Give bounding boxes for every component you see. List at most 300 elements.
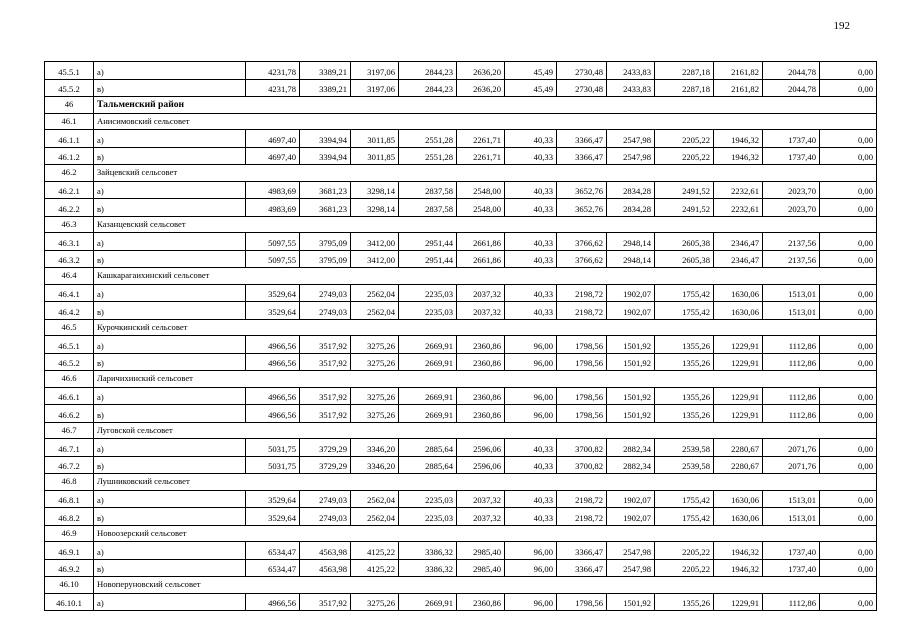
- value-cell: 2235,03: [399, 490, 457, 508]
- value-cell: 3412,00: [351, 250, 399, 268]
- value-cell: 2261,71: [457, 147, 505, 165]
- value-cell: 1755,42: [655, 490, 714, 508]
- value-cell: 0,00: [820, 490, 877, 508]
- value-cell: 2562,04: [351, 508, 399, 526]
- value-cell: 3517,92: [300, 387, 351, 405]
- section-row: [45, 371, 877, 388]
- value-cell: 1513,01: [763, 284, 820, 302]
- value-cell: 2596,06: [457, 456, 505, 474]
- value-cell: 0,00: [820, 593, 877, 611]
- section-row: [45, 113, 877, 130]
- row-code: 46.4: [45, 268, 94, 285]
- value-cell: 2261,71: [457, 130, 505, 148]
- value-cell: 2837,58: [399, 199, 457, 217]
- value-cell: 1946,32: [714, 130, 763, 148]
- row-code: 46.5.1: [45, 336, 94, 354]
- value-cell: 96,00: [505, 353, 557, 371]
- tariff-table: [44, 61, 877, 611]
- value-cell: 1355,26: [655, 387, 714, 405]
- value-cell: 3681,23: [300, 181, 351, 199]
- row-code: 46.8.2: [45, 508, 94, 526]
- value-cell: 40,33: [505, 456, 557, 474]
- value-cell: 3275,26: [351, 387, 399, 405]
- row-code: 46: [45, 97, 94, 114]
- value-cell: 0,00: [820, 508, 877, 526]
- value-cell: 2661,86: [457, 250, 505, 268]
- value-cell: 2037,32: [457, 284, 505, 302]
- value-cell: 96,00: [505, 559, 557, 577]
- value-cell: 2235,03: [399, 302, 457, 320]
- value-cell: 2547,98: [607, 147, 655, 165]
- value-cell: 2551,28: [399, 147, 457, 165]
- section-name: Ларичихинский сельсовет: [94, 371, 877, 388]
- value-cell: 2669,91: [399, 353, 457, 371]
- value-cell: 1902,07: [607, 508, 655, 526]
- value-cell: 1755,42: [655, 284, 714, 302]
- value-cell: 2669,91: [399, 405, 457, 423]
- value-cell: 2037,32: [457, 508, 505, 526]
- value-cell: 3529,64: [246, 490, 300, 508]
- value-cell: 3394,94: [300, 130, 351, 148]
- value-cell: 96,00: [505, 387, 557, 405]
- value-cell: 3529,64: [246, 302, 300, 320]
- value-cell: 2023,70: [763, 199, 820, 217]
- value-cell: 0,00: [820, 336, 877, 354]
- row-label: а): [94, 490, 246, 508]
- value-cell: 40,33: [505, 439, 557, 457]
- value-cell: 1798,56: [557, 387, 607, 405]
- row-label: в): [94, 302, 246, 320]
- value-cell: 45,49: [505, 79, 557, 97]
- value-cell: 3366,47: [557, 542, 607, 560]
- value-cell: 4983,69: [246, 199, 300, 217]
- value-cell: 0,00: [820, 181, 877, 199]
- section-row: [45, 165, 877, 182]
- table-row: [45, 490, 877, 508]
- value-cell: 4966,56: [246, 336, 300, 354]
- value-cell: 0,00: [820, 456, 877, 474]
- value-cell: 1630,06: [714, 284, 763, 302]
- value-cell: 2280,67: [714, 439, 763, 457]
- value-cell: 4231,78: [246, 62, 300, 80]
- row-code: 46.9.1: [45, 542, 94, 560]
- section-row: [45, 525, 877, 542]
- value-cell: 1902,07: [607, 490, 655, 508]
- row-code: 45.5.1: [45, 62, 94, 80]
- row-code: 46.5: [45, 319, 94, 336]
- value-cell: 3275,26: [351, 593, 399, 611]
- value-cell: 4563,98: [300, 542, 351, 560]
- value-cell: 3366,47: [557, 130, 607, 148]
- value-cell: 2198,72: [557, 302, 607, 320]
- row-code: 46.10: [45, 577, 94, 594]
- section-row: [45, 319, 877, 336]
- value-cell: 1798,56: [557, 336, 607, 354]
- value-cell: 3389,21: [300, 62, 351, 80]
- value-cell: 3652,76: [557, 199, 607, 217]
- value-cell: 2548,00: [457, 199, 505, 217]
- row-code: 46.9.2: [45, 559, 94, 577]
- row-code: 46.2.2: [45, 199, 94, 217]
- section-name: Новоперуновский сельсовет: [94, 577, 877, 594]
- value-cell: 1902,07: [607, 302, 655, 320]
- row-label: в): [94, 199, 246, 217]
- row-label: в): [94, 353, 246, 371]
- row-code: 46.10.1: [45, 593, 94, 611]
- value-cell: 2161,82: [714, 62, 763, 80]
- value-cell: 1946,32: [714, 147, 763, 165]
- value-cell: 2205,22: [655, 542, 714, 560]
- table-row: [45, 353, 877, 371]
- value-cell: 1229,91: [714, 353, 763, 371]
- value-cell: 1355,26: [655, 405, 714, 423]
- value-cell: 2844,23: [399, 62, 457, 80]
- value-cell: 2037,32: [457, 490, 505, 508]
- section-name: Казанцевский сельсовет: [94, 216, 877, 233]
- value-cell: 2235,03: [399, 508, 457, 526]
- value-cell: 2636,20: [457, 62, 505, 80]
- row-code: 46.6.1: [45, 387, 94, 405]
- value-cell: 2161,82: [714, 79, 763, 97]
- value-cell: 96,00: [505, 405, 557, 423]
- value-cell: 3681,23: [300, 199, 351, 217]
- value-cell: 1798,56: [557, 593, 607, 611]
- row-label: а): [94, 181, 246, 199]
- value-cell: 4231,78: [246, 79, 300, 97]
- value-cell: 2360,86: [457, 336, 505, 354]
- value-cell: 1798,56: [557, 353, 607, 371]
- value-cell: 2669,91: [399, 336, 457, 354]
- value-cell: 1946,32: [714, 542, 763, 560]
- value-cell: 2669,91: [399, 387, 457, 405]
- row-label: а): [94, 439, 246, 457]
- value-cell: 3275,26: [351, 336, 399, 354]
- row-label: в): [94, 508, 246, 526]
- value-cell: 1737,40: [763, 542, 820, 560]
- row-code: 46.1: [45, 113, 94, 130]
- value-cell: 40,33: [505, 302, 557, 320]
- value-cell: 96,00: [505, 542, 557, 560]
- value-cell: 3366,47: [557, 147, 607, 165]
- value-cell: 2661,86: [457, 233, 505, 251]
- value-cell: 45,49: [505, 62, 557, 80]
- value-cell: 2548,00: [457, 181, 505, 199]
- row-code: 46.1.1: [45, 130, 94, 148]
- value-cell: 3366,47: [557, 559, 607, 577]
- value-cell: 4983,69: [246, 181, 300, 199]
- value-cell: 4697,40: [246, 147, 300, 165]
- row-code: 46.5.2: [45, 353, 94, 371]
- value-cell: 2985,40: [457, 559, 505, 577]
- row-label: а): [94, 387, 246, 405]
- value-cell: 4966,56: [246, 387, 300, 405]
- value-cell: 3517,92: [300, 405, 351, 423]
- table-row: [45, 199, 877, 217]
- value-cell: 3011,85: [351, 130, 399, 148]
- value-cell: 2837,58: [399, 181, 457, 199]
- value-cell: 2562,04: [351, 284, 399, 302]
- row-code: 46.2: [45, 165, 94, 182]
- row-code: 46.3: [45, 216, 94, 233]
- value-cell: 0,00: [820, 79, 877, 97]
- value-cell: 3517,92: [300, 593, 351, 611]
- value-cell: 2198,72: [557, 490, 607, 508]
- row-label: в): [94, 79, 246, 97]
- value-cell: 2547,98: [607, 559, 655, 577]
- value-cell: 2636,20: [457, 79, 505, 97]
- value-cell: 1112,86: [763, 405, 820, 423]
- section-name: Анисимовский сельсовет: [94, 113, 877, 130]
- value-cell: 2044,78: [763, 79, 820, 97]
- table-row: [45, 284, 877, 302]
- value-cell: 2360,86: [457, 593, 505, 611]
- district-row: [45, 97, 877, 114]
- value-cell: 3529,64: [246, 508, 300, 526]
- section-row: [45, 474, 877, 491]
- value-cell: 1229,91: [714, 405, 763, 423]
- value-cell: 3275,26: [351, 353, 399, 371]
- value-cell: 1513,01: [763, 302, 820, 320]
- value-cell: 0,00: [820, 542, 877, 560]
- section-name: Луговской сельсовет: [94, 422, 877, 439]
- value-cell: 2882,34: [607, 439, 655, 457]
- table-row: [45, 302, 877, 320]
- value-cell: 2749,03: [300, 284, 351, 302]
- value-cell: 3346,20: [351, 439, 399, 457]
- value-cell: 0,00: [820, 302, 877, 320]
- value-cell: 2205,22: [655, 559, 714, 577]
- section-name: Зайцевский сельсовет: [94, 165, 877, 182]
- value-cell: 40,33: [505, 181, 557, 199]
- value-cell: 0,00: [820, 147, 877, 165]
- table-row: [45, 456, 877, 474]
- value-cell: 0,00: [820, 387, 877, 405]
- value-cell: 1513,01: [763, 490, 820, 508]
- value-cell: 3275,26: [351, 405, 399, 423]
- value-cell: 2562,04: [351, 302, 399, 320]
- value-cell: 1513,01: [763, 508, 820, 526]
- value-cell: 2605,38: [655, 233, 714, 251]
- value-cell: 0,00: [820, 405, 877, 423]
- table-row: [45, 405, 877, 423]
- value-cell: 3298,14: [351, 199, 399, 217]
- value-cell: 1112,86: [763, 593, 820, 611]
- value-cell: 2948,14: [607, 250, 655, 268]
- value-cell: 40,33: [505, 284, 557, 302]
- value-cell: 2198,72: [557, 284, 607, 302]
- value-cell: 40,33: [505, 490, 557, 508]
- value-cell: 2433,83: [607, 79, 655, 97]
- row-label: в): [94, 405, 246, 423]
- section-name: Лушниковский сельсовет: [94, 474, 877, 491]
- section-name: Кашкарагаихинский сельсовет: [94, 268, 877, 285]
- value-cell: 1630,06: [714, 302, 763, 320]
- row-code: 46.8.1: [45, 490, 94, 508]
- value-cell: 1355,26: [655, 336, 714, 354]
- value-cell: 1229,91: [714, 336, 763, 354]
- value-cell: 5031,75: [246, 439, 300, 457]
- value-cell: 1737,40: [763, 130, 820, 148]
- table-row: [45, 79, 877, 97]
- value-cell: 4125,22: [351, 542, 399, 560]
- value-cell: 1755,42: [655, 302, 714, 320]
- row-code: 46.3.2: [45, 250, 94, 268]
- section-name: Новоозерский сельсовет: [94, 525, 877, 542]
- row-code: 45.5.2: [45, 79, 94, 97]
- section-row: [45, 268, 877, 285]
- section-row: [45, 422, 877, 439]
- row-code: 46.3.1: [45, 233, 94, 251]
- value-cell: 2360,86: [457, 405, 505, 423]
- value-cell: 4697,40: [246, 130, 300, 148]
- value-cell: 2730,48: [557, 79, 607, 97]
- value-cell: 0,00: [820, 250, 877, 268]
- value-cell: 1737,40: [763, 147, 820, 165]
- value-cell: 1501,92: [607, 593, 655, 611]
- value-cell: 2562,04: [351, 490, 399, 508]
- value-cell: 0,00: [820, 233, 877, 251]
- value-cell: 2669,91: [399, 593, 457, 611]
- value-cell: 3766,62: [557, 233, 607, 251]
- value-cell: 1630,06: [714, 508, 763, 526]
- row-label: а): [94, 542, 246, 560]
- table-row: [45, 336, 877, 354]
- value-cell: 2749,03: [300, 302, 351, 320]
- value-cell: 4563,98: [300, 559, 351, 577]
- value-cell: 1355,26: [655, 593, 714, 611]
- row-code: 46.2.1: [45, 181, 94, 199]
- value-cell: 3729,29: [300, 439, 351, 457]
- table-row: [45, 233, 877, 251]
- section-name: Курочкинский сельсовет: [94, 319, 877, 336]
- value-cell: 40,33: [505, 147, 557, 165]
- row-label: в): [94, 250, 246, 268]
- value-cell: 0,00: [820, 130, 877, 148]
- value-cell: 3517,92: [300, 353, 351, 371]
- value-cell: 2885,64: [399, 439, 457, 457]
- value-cell: 0,00: [820, 199, 877, 217]
- row-code: 46.7: [45, 422, 94, 439]
- value-cell: 1112,86: [763, 353, 820, 371]
- value-cell: 2071,76: [763, 456, 820, 474]
- value-cell: 2491,52: [655, 199, 714, 217]
- table-row: [45, 387, 877, 405]
- value-cell: 2137,56: [763, 233, 820, 251]
- value-cell: 0,00: [820, 353, 877, 371]
- value-cell: 1355,26: [655, 353, 714, 371]
- value-cell: 40,33: [505, 199, 557, 217]
- value-cell: 2137,56: [763, 250, 820, 268]
- value-cell: 1946,32: [714, 559, 763, 577]
- table-row: [45, 130, 877, 148]
- value-cell: 1112,86: [763, 336, 820, 354]
- value-cell: 2885,64: [399, 456, 457, 474]
- value-cell: 2235,03: [399, 284, 457, 302]
- value-cell: 4966,56: [246, 405, 300, 423]
- value-cell: 2433,83: [607, 62, 655, 80]
- value-cell: 0,00: [820, 62, 877, 80]
- value-cell: 3529,64: [246, 284, 300, 302]
- value-cell: 2730,48: [557, 62, 607, 80]
- row-label: в): [94, 147, 246, 165]
- table-row: [45, 559, 877, 577]
- value-cell: 3386,32: [399, 559, 457, 577]
- section-row: [45, 216, 877, 233]
- value-cell: 3652,76: [557, 181, 607, 199]
- value-cell: 40,33: [505, 130, 557, 148]
- row-label: а): [94, 233, 246, 251]
- value-cell: 6534,47: [246, 559, 300, 577]
- value-cell: 2232,61: [714, 199, 763, 217]
- value-cell: 1501,92: [607, 353, 655, 371]
- table-row: [45, 439, 877, 457]
- value-cell: 2287,18: [655, 79, 714, 97]
- value-cell: 2605,38: [655, 250, 714, 268]
- value-cell: 2205,22: [655, 147, 714, 165]
- row-code: 46.4.2: [45, 302, 94, 320]
- value-cell: 1229,91: [714, 387, 763, 405]
- value-cell: 2882,34: [607, 456, 655, 474]
- value-cell: 2491,52: [655, 181, 714, 199]
- value-cell: 3700,82: [557, 439, 607, 457]
- value-cell: 1112,86: [763, 387, 820, 405]
- value-cell: 96,00: [505, 593, 557, 611]
- value-cell: 40,33: [505, 250, 557, 268]
- district-name: Тальменский район: [94, 97, 877, 114]
- value-cell: 96,00: [505, 336, 557, 354]
- value-cell: 2948,14: [607, 233, 655, 251]
- row-code: 46.7.1: [45, 439, 94, 457]
- value-cell: 2951,44: [399, 233, 457, 251]
- value-cell: 2547,98: [607, 130, 655, 148]
- value-cell: 3700,82: [557, 456, 607, 474]
- value-cell: 1737,40: [763, 559, 820, 577]
- value-cell: 3197,06: [351, 79, 399, 97]
- value-cell: 1229,91: [714, 593, 763, 611]
- table-row: [45, 508, 877, 526]
- value-cell: 1501,92: [607, 387, 655, 405]
- value-cell: 2985,40: [457, 542, 505, 560]
- table-row: [45, 181, 877, 199]
- value-cell: 1630,06: [714, 490, 763, 508]
- value-cell: 2596,06: [457, 439, 505, 457]
- value-cell: 2023,70: [763, 181, 820, 199]
- value-cell: 3795,09: [300, 250, 351, 268]
- value-cell: 0,00: [820, 284, 877, 302]
- value-cell: 2071,76: [763, 439, 820, 457]
- value-cell: 3517,92: [300, 336, 351, 354]
- value-cell: 2037,32: [457, 302, 505, 320]
- value-cell: 3729,29: [300, 456, 351, 474]
- value-cell: 3011,85: [351, 147, 399, 165]
- value-cell: 2346,47: [714, 250, 763, 268]
- value-cell: 2539,58: [655, 456, 714, 474]
- value-cell: 2205,22: [655, 130, 714, 148]
- value-cell: 4966,56: [246, 353, 300, 371]
- value-cell: 3386,32: [399, 542, 457, 560]
- value-cell: 2360,86: [457, 353, 505, 371]
- table-row: [45, 250, 877, 268]
- value-cell: 5031,75: [246, 456, 300, 474]
- section-row: [45, 577, 877, 594]
- value-cell: 3197,06: [351, 62, 399, 80]
- value-cell: 2198,72: [557, 508, 607, 526]
- value-cell: 3795,09: [300, 233, 351, 251]
- value-cell: 40,33: [505, 233, 557, 251]
- value-cell: 3412,00: [351, 233, 399, 251]
- value-cell: 1798,56: [557, 405, 607, 423]
- value-cell: 3298,14: [351, 181, 399, 199]
